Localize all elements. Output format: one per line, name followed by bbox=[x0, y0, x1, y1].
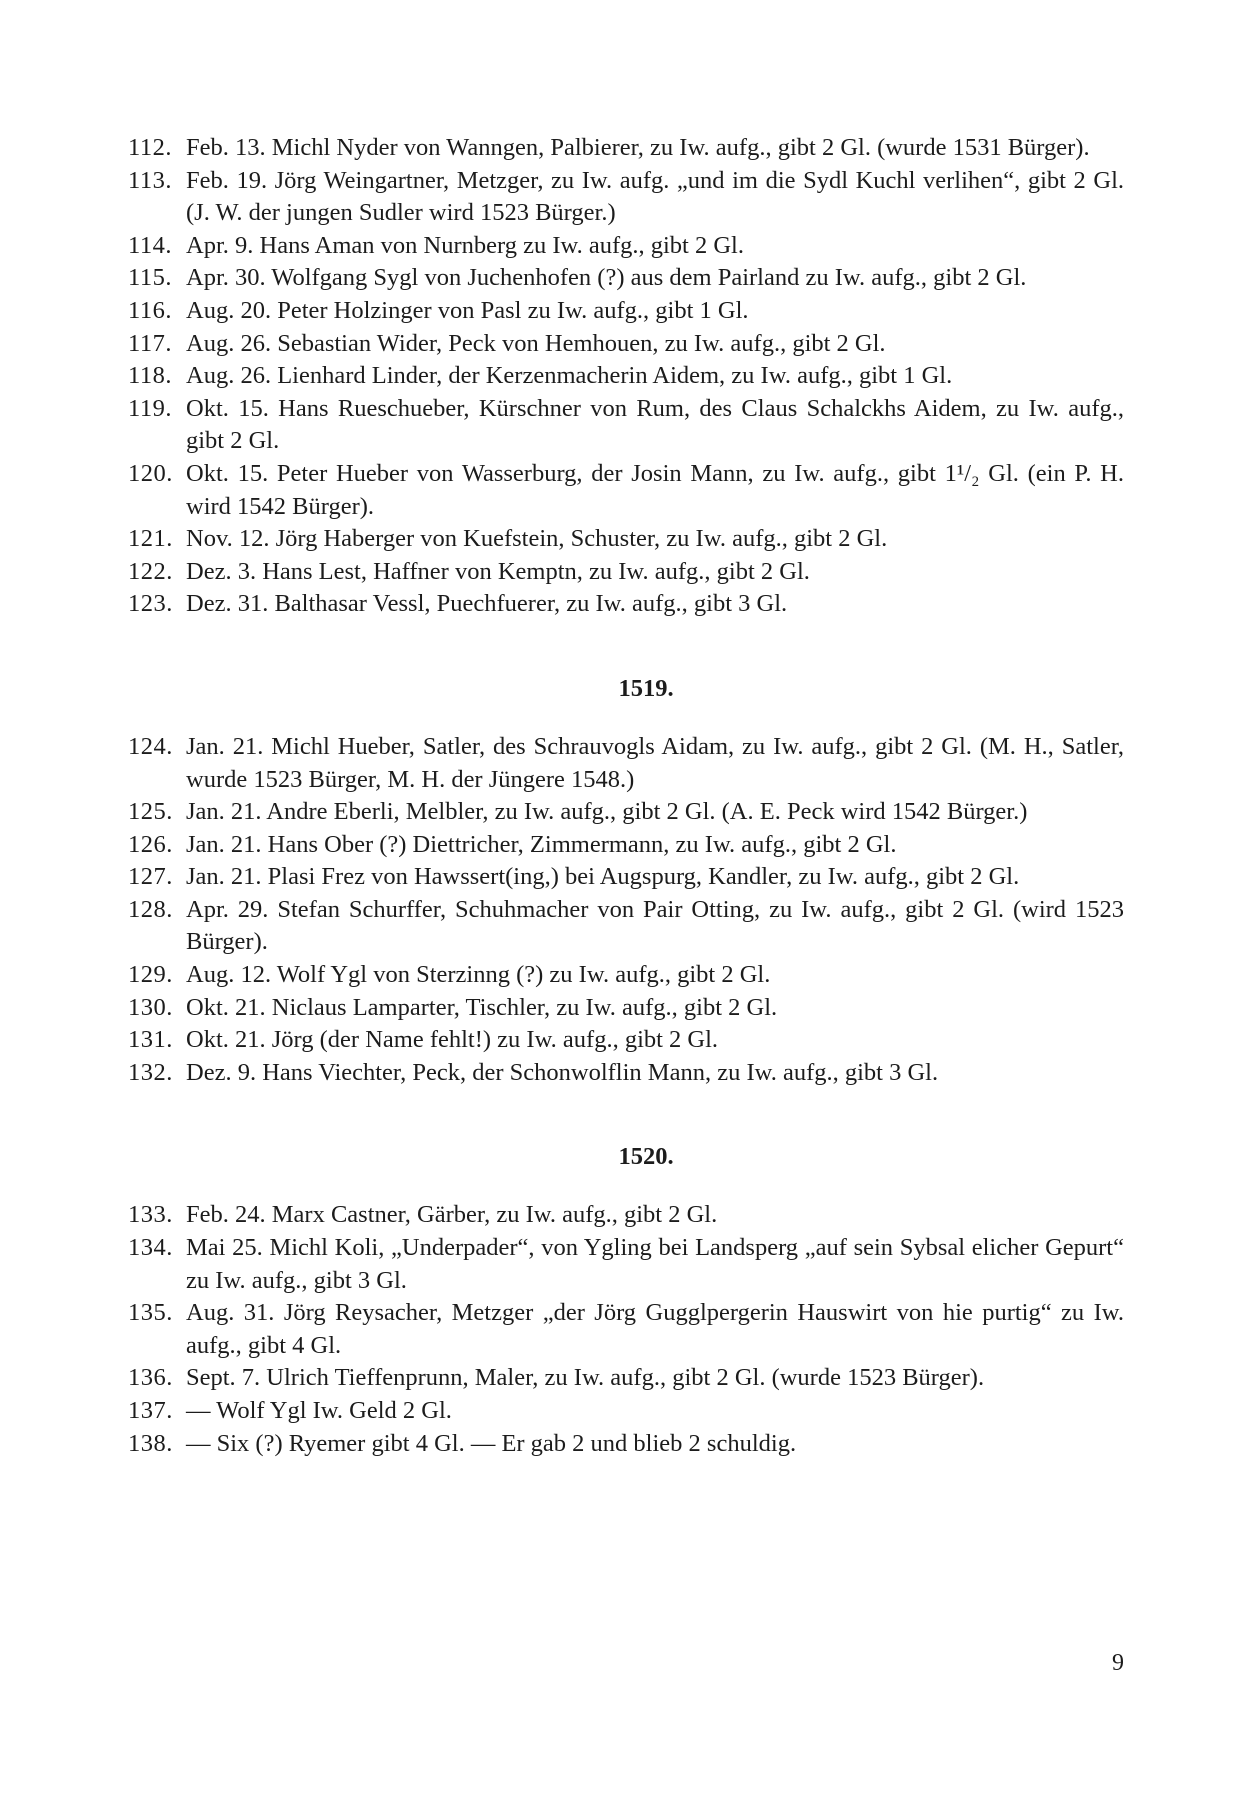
entry-text: Okt. 21. Jörg (der Name fehlt!) zu Iw. aufg., gibt 2 Gl. bbox=[186, 1026, 719, 1054]
entry-text: Okt. 15. Hans Rueschueber, Kürschner von Rum, des Claus Schalckhs Aidem, zu Iw. aufg., gibt 2 Gl. bbox=[186, 394, 1124, 455]
entry-text: Feb. 13. Michl Nyder von Wanngen, Palbierer, zu Iw. aufg., gibt 2 Gl. (wurde 1531 Bürger). bbox=[186, 134, 1090, 161]
entry-text: Aug. 20. Peter Holzinger von Pasl zu Iw. aufg., gibt 1 Gl. bbox=[186, 296, 749, 324]
entry-item bbox=[128, 1232, 1124, 1297]
entry-number: 120. bbox=[128, 459, 173, 487]
entry-text: Jan. 21. Andre Eberli, Melbler, zu Iw. aufg., gibt 2 Gl. (A. E. Peck wird 1542 Bürger.) bbox=[186, 798, 1028, 826]
entry-item bbox=[128, 894, 1124, 959]
entry-text: Dez. 9. Hans Viechter, Peck, der Schonwolflin Mann, zu Iw. aufg., gibt 3 Gl. bbox=[186, 1058, 939, 1086]
entry-number: 133. bbox=[128, 1201, 173, 1229]
entry-number: 114. bbox=[128, 231, 172, 259]
entry-number: 113. bbox=[128, 166, 172, 194]
entry-text: Mai 25. Michl Koli, „Underpader“, von Ygling bei Landsperg „auf sein Sybsal elicher Gepurt“ zu Iw. aufg., gibt 3 Gl. bbox=[186, 1234, 1124, 1294]
entry-number: 117. bbox=[128, 329, 172, 357]
entry-number: 118. bbox=[128, 362, 172, 390]
entry-item bbox=[128, 360, 1124, 393]
entry-number: 138. bbox=[128, 1429, 173, 1457]
entry-item bbox=[128, 992, 1124, 1025]
page-body bbox=[128, 132, 1124, 1460]
entry-number: 112. bbox=[128, 134, 172, 161]
entry-text: — Wolf Ygl Iw. Geld 2 Gl. bbox=[186, 1397, 452, 1424]
entry-text: Nov. 12. Jörg Haberger von Kuefstein, Schuster, zu Iw. aufg., gibt 2 Gl. bbox=[186, 525, 888, 553]
entry-number: 115. bbox=[128, 264, 172, 292]
entry-item bbox=[128, 556, 1124, 589]
entry-text: Aug. 26. Lienhard Linder, der Kerzenmacherin Aidem, zu Iw. aufg., gibt 1 Gl. bbox=[186, 362, 953, 390]
entry-text: — Six (?) Ryemer gibt 4 Gl. — Er gab 2 und blieb 2 schuldig. bbox=[186, 1429, 797, 1457]
page-number: 9 bbox=[1112, 1650, 1124, 1676]
entry-number: 119. bbox=[128, 394, 172, 422]
entry-number: 131. bbox=[128, 1026, 173, 1054]
entry-number: 130. bbox=[128, 993, 173, 1021]
entry-text: Dez. 3. Hans Lest, Haffner von Kemptn, zu Iw. aufg., gibt 2 Gl. bbox=[186, 557, 810, 585]
entry-text: Jan. 21. Michl Hueber, Satler, des Schrauvogls Aidam, zu Iw. aufg., gibt 2 Gl. (M. H., Satler, wurde 1523 Bürger, M. H. der Jüngere 1548.) bbox=[186, 732, 1124, 793]
entry-item bbox=[128, 132, 1124, 165]
entry-text: Okt. 15. Peter Hueber von Wasserburg, der Josin Mann, zu Iw. aufg., gibt 1¹/₂ Gl. (ein P. H. wird 1542 Bürger). bbox=[186, 459, 1124, 520]
entry-text: Sept. 7. Ulrich Tieffenprunn, Maler, zu Iw. aufg., gibt 2 Gl. (wurde 1523 Bürger). bbox=[186, 1364, 985, 1392]
entry-number: 125. bbox=[128, 798, 173, 826]
entry-item bbox=[128, 262, 1124, 295]
entry-text: Aug. 31. Jörg Reysacher, Metzger „der Jörg Gugglpergerin Hauswirt von hie purtig“ zu Iw. aufg., gibt 4 Gl. bbox=[186, 1299, 1124, 1359]
entry-item bbox=[128, 796, 1124, 829]
entry-item bbox=[128, 1297, 1124, 1362]
entry-text: Dez. 31. Balthasar Vessl, Puechfuerer, zu Iw. aufg., gibt 3 Gl. bbox=[186, 590, 788, 618]
entry-number: 124. bbox=[128, 732, 173, 760]
entry-item bbox=[128, 328, 1124, 361]
entry-item bbox=[128, 165, 1124, 230]
entry-number: 127. bbox=[128, 863, 173, 891]
entry-number: 123. bbox=[128, 590, 173, 618]
entry-text: Okt. 21. Niclaus Lamparter, Tischler, zu Iw. aufg., gibt 2 Gl. bbox=[186, 993, 778, 1021]
entry-item bbox=[128, 393, 1124, 458]
entry-item bbox=[128, 959, 1124, 992]
entry-item bbox=[128, 230, 1124, 263]
entry-item bbox=[128, 861, 1124, 894]
entry-item bbox=[128, 458, 1124, 523]
entry-number: 122. bbox=[128, 557, 173, 585]
entry-item bbox=[128, 1024, 1124, 1057]
entry-number: 137. bbox=[128, 1397, 173, 1424]
entry-text: Feb. 19. Jörg Weingartner, Metzger, zu Iw. aufg. „und im die Sydl Kuchl verlihen“, gibt 2 Gl. (J. W. der jungen Sudler wird 1523 Bürger.) bbox=[186, 166, 1124, 227]
entry-number: 134. bbox=[128, 1234, 173, 1262]
entry-item bbox=[128, 829, 1124, 862]
entry-number: 121. bbox=[128, 525, 173, 553]
entry-text: Jan. 21. Hans Ober (?) Diettricher, Zimmermann, zu Iw. aufg., gibt 2 Gl. bbox=[186, 830, 897, 858]
entry-item bbox=[128, 1057, 1124, 1090]
entry-text: Aug. 12. Wolf Ygl von Sterzinng (?) zu Iw. aufg., gibt 2 Gl. bbox=[186, 961, 771, 989]
entry-number: 129. bbox=[128, 961, 173, 989]
entry-item bbox=[128, 523, 1124, 556]
entry-number: 132. bbox=[128, 1058, 173, 1086]
entry-item bbox=[128, 1428, 1124, 1461]
entry-number: 136. bbox=[128, 1364, 173, 1392]
entry-number: 128. bbox=[128, 895, 173, 923]
entry-item bbox=[128, 1395, 1124, 1428]
entry-text: Apr. 29. Stefan Schurffer, Schuhmacher von Pair Otting, zu Iw. aufg., gibt 2 Gl. (wird 1523 Bürger). bbox=[186, 895, 1124, 956]
entry-item bbox=[128, 1362, 1124, 1395]
entry-item bbox=[128, 1199, 1124, 1232]
entry-text: Apr. 30. Wolfgang Sygl von Juchenhofen (?) aus dem Pairland zu Iw. aufg., gibt 2 Gl. bbox=[186, 264, 1027, 292]
entry-text: Aug. 26. Sebastian Wider, Peck von Hemhouen, zu Iw. aufg., gibt 2 Gl. bbox=[186, 329, 886, 357]
entry-number: 126. bbox=[128, 830, 173, 858]
year-heading: 1519. bbox=[618, 674, 674, 702]
entry-item bbox=[128, 731, 1124, 796]
entry-number: 135. bbox=[128, 1299, 173, 1327]
entry-number: 116. bbox=[128, 296, 172, 324]
entry-text: Feb. 24. Marx Castner, Gärber, zu Iw. aufg., gibt 2 Gl. bbox=[186, 1201, 718, 1229]
entry-item bbox=[128, 295, 1124, 328]
entry-text: Jan. 21. Plasi Frez von Hawssert(ing,) bei Augspurg, Kandler, zu Iw. aufg., gibt 2 Gl. bbox=[186, 863, 1020, 891]
entry-item bbox=[128, 588, 1124, 621]
entry-text: Apr. 9. Hans Aman von Nurnberg zu Iw. aufg., gibt 2 Gl. bbox=[186, 231, 744, 259]
year-heading: 1520. bbox=[618, 1143, 674, 1171]
